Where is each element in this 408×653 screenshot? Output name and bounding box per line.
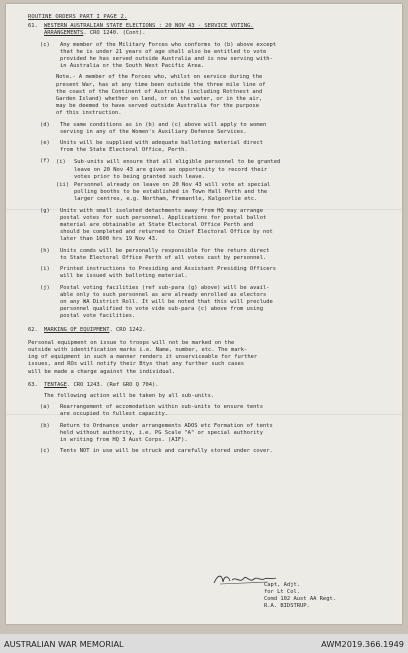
item-key: (j) — [40, 284, 50, 291]
text-line: provided he has served outside Australia and is now serving with- — [60, 56, 273, 63]
sub-item-key: (ii) — [56, 182, 70, 189]
item-lines — [60, 248, 380, 262]
item-lines — [60, 448, 380, 455]
text-line: The same conditions as in (b) and (c) above will apply to women — [60, 121, 267, 128]
list-item — [28, 285, 380, 321]
item-text — [56, 158, 380, 203]
list-item — [28, 42, 380, 71]
list-item — [28, 448, 380, 455]
text-line: Sub-units will ensure that all eligible personnel to be granted — [74, 159, 281, 166]
item-key: (b) — [40, 422, 50, 429]
para-63-intro: The following action will be taken by all sub-units. — [44, 392, 215, 399]
text-line: Note.- A member of the Forces who, whilst on service during the — [56, 74, 263, 81]
signature-line: Comd 102 Aust AA Regt. — [264, 596, 337, 602]
text-line: Garden Island) whether on land, or on the water, or in the air, — [56, 96, 263, 103]
item-key: (h) — [40, 247, 50, 254]
para-61-heading — [28, 23, 380, 30]
text-line: held without authority, i.e. PG Scale "A" or special authority — [60, 429, 263, 436]
institution-name: AUSTRALIAN WAR MEMORIAL — [4, 638, 124, 649]
para-reference: . CRO 1243. (Ref GRO Q 704). — [66, 381, 159, 388]
text-line: Printed instructions to Presiding and Assistant Presiding Officers — [60, 266, 277, 273]
para-62-body — [28, 340, 380, 376]
text-line: should be completed and returned to Chief Electoral Office by not — [60, 229, 273, 236]
text-line: on any WA District Roll. It will be noted that this will preclude — [60, 298, 273, 305]
text-line: polling booths to be established in Town Hall Perth and the — [74, 189, 268, 196]
sub-item — [56, 159, 380, 181]
item-key: (g) — [40, 207, 50, 214]
item-text — [56, 140, 380, 154]
text-line: will be issued with balloting material. — [60, 273, 188, 280]
item-lines — [60, 208, 380, 244]
text-line: leave on 20 Nov 43 are given an opportunity to record their — [74, 166, 268, 173]
page-heading: ROUTINE ORDERS PART I PAGE 2. — [28, 14, 128, 20]
list-item — [28, 266, 380, 280]
text-line: to State Electoral Office Perth of all votes cast by personnel. — [60, 254, 267, 261]
para-number: 61. — [28, 23, 38, 30]
para-reference: . CRO 1242. — [109, 326, 146, 333]
item-text — [56, 423, 380, 445]
text-line: postal vote facilities. — [60, 313, 136, 320]
item-key: (a) — [40, 404, 50, 411]
text-line: Personal equipment on issue to troops will not be marked on the — [28, 339, 235, 346]
item-reference: AWM2019.366.1949 — [321, 638, 404, 649]
item-text — [56, 404, 380, 418]
para-number: 62. — [28, 326, 38, 333]
text-line: able only to such personnel as are already enrolled as electors — [60, 291, 267, 298]
text-line: Return to Ordnance under arrangements ADOS etc Formation of tents — [60, 422, 273, 429]
item-text — [56, 208, 380, 244]
para-61-items — [28, 42, 380, 321]
item-key: (d) — [40, 121, 50, 128]
item-key: (e) — [40, 140, 50, 147]
sub-item-key: (i) — [56, 159, 66, 166]
text-line: in writing from HQ 3 Aust Corps. (AIF). — [60, 436, 188, 443]
para-title-continued: ARRANGEMENTS — [44, 30, 84, 37]
item-lines — [60, 140, 380, 154]
document-page — [6, 4, 402, 624]
text-line: serving in any of the Women's Auxiliary Defence Services. — [60, 128, 247, 135]
item-lines — [60, 42, 380, 71]
text-line: the coast of the Continent of Australia (including Rottnest and — [56, 88, 263, 95]
text-line: will be made a charge against the individual. — [28, 368, 176, 375]
text-line: postal votes for such personnel. Applications for postal ballot — [60, 214, 267, 221]
text-line: Personnel already on leave on 20 Nov 43 will vote at special — [74, 182, 271, 189]
item-text — [56, 285, 380, 321]
text-line: in Australia or the South West Pacific Area. — [60, 63, 205, 70]
para-title: MARKING OF EQUIPMENT — [44, 326, 110, 333]
text-line: of this instruction. — [56, 110, 122, 117]
text-line: Tents NOT in use will be struck and carefully stored under cover. — [60, 448, 273, 455]
note-block — [56, 74, 380, 117]
sub-item-text — [74, 182, 270, 204]
item-text — [56, 448, 380, 455]
item-key: (c) — [40, 41, 50, 48]
para-title: WESTERN AUSTRALIAN STATE ELECTIONS : 20 NOV 43 - SERVICE VOTING. — [44, 23, 254, 30]
item-key: (c) — [40, 448, 50, 455]
list-item — [28, 158, 380, 203]
para-reference: . CRO 1240. (Cont). — [83, 30, 146, 37]
document-body — [28, 14, 380, 455]
para-61-subheading — [28, 30, 380, 37]
item-lines — [60, 266, 380, 280]
text-line: personnel qualified to vote vide sub-para (c) above from using — [60, 306, 263, 313]
list-item — [28, 140, 380, 154]
signature-line: for Lt Col. — [264, 589, 301, 595]
text-line: later than 1600 hrs 19 Nov 43. — [60, 236, 159, 243]
item-text — [56, 248, 380, 262]
para-number: 63. — [28, 381, 38, 388]
text-line: material are obtainable at State Electoral Office Perth and — [60, 222, 254, 229]
list-item — [28, 423, 380, 445]
text-line: Postal voting facilities (ref sub-para (g) above) will be avail- — [60, 284, 270, 291]
text-line: Units will be supplied with adequate balloting material direct — [60, 140, 263, 147]
signature-line: R.A. BIDSTRUP. — [264, 603, 310, 609]
item-key: (f) — [40, 158, 50, 165]
para-title: TENTAGE — [44, 381, 67, 388]
signature-block — [264, 582, 336, 610]
text-line: from the State Electoral Office, Perth. — [60, 147, 188, 154]
list-item — [28, 248, 380, 262]
text-line: outside with identification marks i.e. Name, number, etc. The mark- — [28, 346, 248, 353]
text-line: are occupied to fullest capacity. — [60, 411, 169, 418]
text-line: Units with small isolated detachments away from HQ may arrange — [60, 207, 263, 214]
para-62-heading — [28, 327, 380, 334]
item-lines — [60, 404, 380, 418]
text-line: Rearrangement of accomodation within sub-units to ensure tents — [60, 404, 263, 411]
list-item — [28, 122, 380, 136]
item-text — [56, 266, 380, 280]
text-line: larger centres, e.g. Northam, Fremantle, Kalgoorlie etc. — [74, 196, 258, 203]
sub-item-text — [74, 159, 280, 181]
item-key: (i) — [40, 266, 50, 273]
sub-item — [56, 182, 380, 204]
text-line: that he is under 21 years of age shall also be entitled to vote — [60, 48, 267, 55]
list-item — [28, 208, 380, 244]
archive-footer — [0, 634, 408, 653]
text-line: may be deemed to have served outside Australia for the purpose — [56, 103, 259, 110]
text-line: present War, has at any time been outside the three mile line of — [56, 81, 266, 88]
item-lines — [60, 285, 380, 321]
para-63-heading — [28, 382, 380, 389]
para-63-items — [28, 404, 380, 455]
text-line: Any member of the Military Forces who conforms to (b) above except — [60, 41, 277, 48]
item-lines — [60, 423, 380, 445]
text-line: issues, and ROs will notify their Btys that any further such cases — [28, 361, 245, 368]
text-line: Units comds will be personally responsible for the return direct — [60, 247, 270, 254]
list-item — [28, 404, 380, 418]
text-line: ing of equipment in such a manner renders it unserviceable for further — [28, 354, 258, 361]
item-lines — [60, 122, 380, 136]
text-line: votes prior to being granted such leave. — [74, 173, 205, 180]
signature-line: Capt, Adjt. — [264, 582, 301, 588]
item-text — [56, 42, 380, 71]
item-text — [56, 122, 380, 136]
